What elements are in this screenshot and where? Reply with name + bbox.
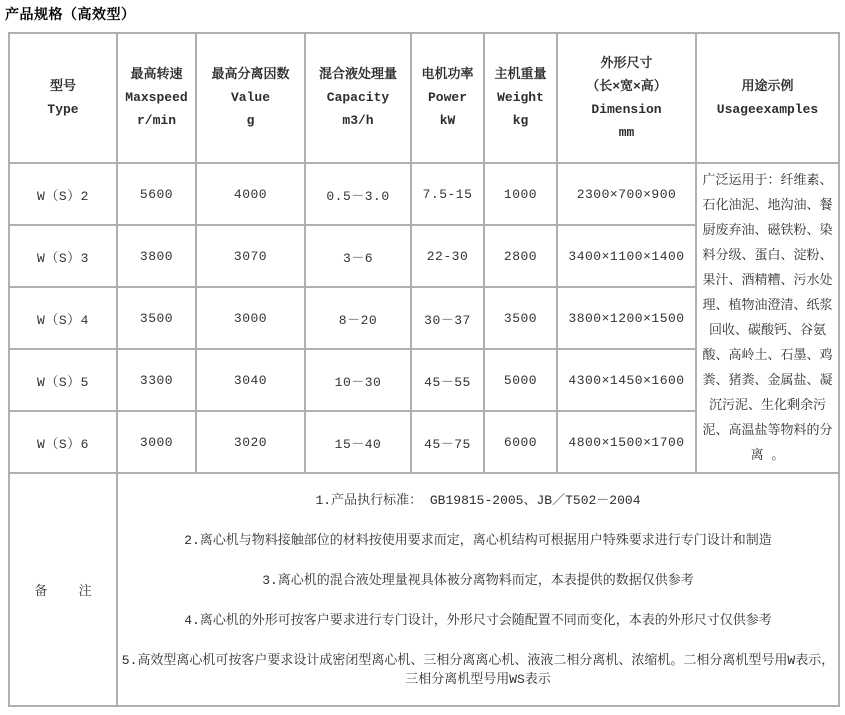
spec-table: [8, 32, 840, 707]
cell-capacity: 8－20: [305, 287, 411, 349]
header-weight-unit: kg: [512, 113, 529, 128]
cell-power: 30－37: [411, 287, 484, 349]
header-type-zh: 型号: [49, 78, 76, 94]
table-header-row: [9, 33, 839, 163]
cell-maxspeed: 3000: [117, 411, 196, 473]
header-capacity: [305, 33, 411, 163]
header-capacity-zh: 混合液处理量: [318, 67, 397, 82]
cell-weight: 3500: [484, 287, 557, 349]
usage-examples-cell: 广泛运用于：纤维素、石化油泥、地沟油、餐厨废弃油、磁铁粉、染料分级、蛋白、淀粉、果汁、酒精糟、污水处理、植物油澄清、纸浆回收、碳酸钙、谷氨酸、高岭土、石墨、鸡粪、猪粪、金属盐、凝沉污泥、生化剩余污泥、高温盐等物料的分离 。: [696, 163, 839, 473]
header-dimension-en: Dimension: [591, 101, 662, 117]
cell-power: 45－75: [411, 411, 484, 473]
cell-dimension: 4300×1450×1600: [557, 349, 696, 411]
cell-capacity: 10－30: [305, 349, 411, 411]
cell-type: W（S）5: [9, 349, 117, 411]
header-capacity-unit: m3/h: [342, 113, 374, 128]
header-maxspeed-unit: r/min: [136, 113, 176, 128]
cell-maxspeed: 5600: [117, 163, 196, 225]
cell-factor: 3070: [196, 225, 305, 287]
header-type: [9, 33, 117, 163]
header-usage-zh: 用途示例: [741, 78, 794, 94]
header-maxspeed-en: Maxspeed: [125, 90, 188, 105]
header-maxspeed: [117, 33, 196, 163]
remarks-label: 备 注: [9, 473, 117, 706]
cell-weight: 2800: [484, 225, 557, 287]
header-maxspeed-zh: 最高转速: [130, 67, 183, 82]
header-weight-en: Weight: [497, 90, 544, 105]
remark-note-4: 4.离心机的外形可按客户要求进行专门设计，外形尺寸会随配置不同而变化，本表的外形尺寸仅供参考: [184, 612, 772, 628]
cell-maxspeed: 3300: [117, 349, 196, 411]
cell-factor: 4000: [196, 163, 305, 225]
header-separation-factor-unit: g: [246, 113, 255, 128]
header-power-en: Power: [427, 90, 467, 105]
header-weight: [484, 33, 557, 163]
header-capacity-en: Capacity: [326, 90, 390, 105]
cell-weight: 5000: [484, 349, 557, 411]
remark-note-3: 3.离心机的混合液处理量视具体被分离物料而定，本表提供的数据仅供参考: [262, 572, 694, 588]
remarks-row: [9, 473, 839, 706]
cell-dimension: 4800×1500×1700: [557, 411, 696, 473]
page-title: 产品规格（高效型）: [5, 8, 136, 24]
cell-type: W（S）2: [9, 163, 117, 225]
cell-capacity: 3－6: [305, 225, 411, 287]
header-separation-factor-en: Value: [230, 90, 270, 105]
cell-maxspeed: 3800: [117, 225, 196, 287]
cell-power: 45－55: [411, 349, 484, 411]
header-dimension: [557, 33, 696, 163]
remark-note-5: 5.高效型离心机可按客户要求设计成密闭型离心机、三相分离离心机、液液二相分离机、浓缩机。二相分离机型号用W表示，三相分离机型号用WS表示: [121, 652, 835, 687]
cell-dimension: 3400×1100×1400: [557, 225, 696, 287]
cell-power: 22-30: [411, 225, 484, 287]
header-weight-zh: 主机重量: [494, 67, 547, 82]
header-power-unit: kW: [439, 113, 456, 128]
remarks-body: [117, 473, 839, 706]
header-separation-factor-zh: 最高分离因数: [211, 67, 290, 82]
cell-maxspeed: 3500: [117, 287, 196, 349]
header-usage-en: Usageexamples: [716, 101, 819, 117]
cell-factor: 3000: [196, 287, 305, 349]
table-row: [9, 163, 839, 225]
cell-weight: 1000: [484, 163, 557, 225]
cell-power: 7.5-15: [411, 163, 484, 225]
header-usage: [696, 33, 839, 163]
cell-dimension: 2300×700×900: [557, 163, 696, 225]
header-dimension-zh: 外形尺寸: [600, 55, 653, 71]
cell-factor: 3020: [196, 411, 305, 473]
header-power: [411, 33, 484, 163]
remark-note-1: 1.产品执行标准： GB19815-2005、JB／T502－2004: [315, 492, 641, 508]
header-separation-factor: [196, 33, 305, 163]
header-dimension-unit: mm: [618, 124, 635, 140]
cell-type: W（S）4: [9, 287, 117, 349]
cell-capacity: 15－40: [305, 411, 411, 473]
header-type-en: Type: [47, 101, 79, 117]
cell-dimension: 3800×1200×1500: [557, 287, 696, 349]
cell-capacity: 0.5－3.0: [305, 163, 411, 225]
cell-type: W（S）6: [9, 411, 117, 473]
header-dimension-lwh: （长×宽×高）: [586, 78, 667, 94]
cell-factor: 3040: [196, 349, 305, 411]
cell-weight: 6000: [484, 411, 557, 473]
cell-type: W（S）3: [9, 225, 117, 287]
header-power-zh: 电机功率: [421, 67, 474, 82]
remark-note-2: 2.离心机与物料接触部位的材料按使用要求而定，离心机结构可根据用户特殊要求进行专门设计和制造: [184, 532, 772, 548]
